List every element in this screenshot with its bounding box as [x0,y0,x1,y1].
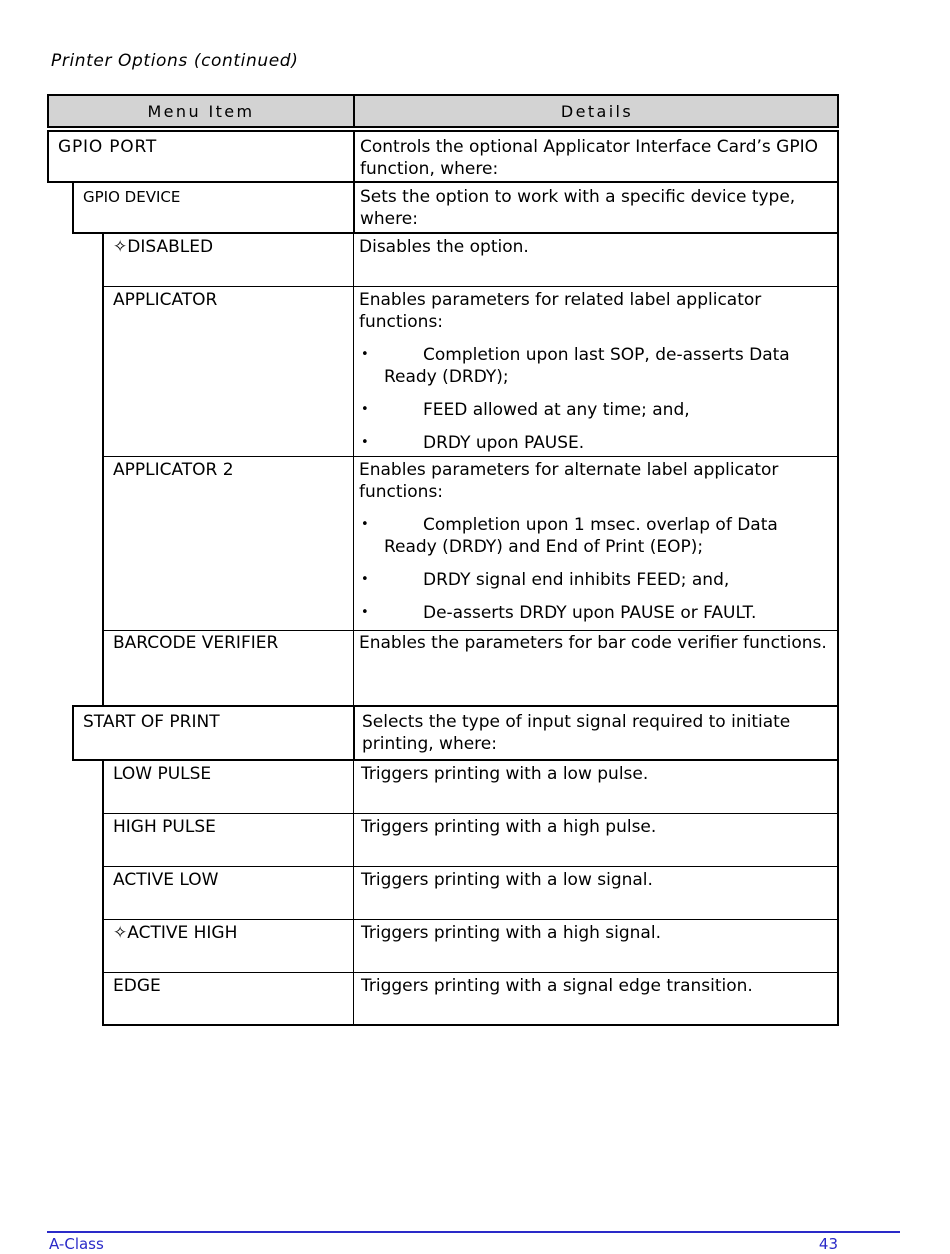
menu-item-high-pulse: HIGH PULSE [113,817,216,837]
table-row-start-of-print [72,705,839,761]
table-header [47,94,839,128]
details-applicator-text: Enables parameters for related label applicator functions: [359,290,762,332]
table-row-low-pulse [102,759,839,814]
list-item: • De-asserts DRDY upon PAUSE or FAULT. [359,602,831,624]
details-barcode-verifier: Enables the parameters for bar code verifier functions. [353,630,837,707]
details-applicator [353,286,837,456]
list-item: • DRDY signal end inhibits FEED; and, [359,569,831,591]
details-high-pulse: Triggers printing with a high pulse. [353,813,837,866]
footer-page-number: 43 [818,1235,838,1253]
table-row-barcode-verifier [102,630,839,707]
menu-item-gpio-port: GPIO PORT [58,137,158,157]
menu-item-start-of-print: START OF PRINT [83,712,220,732]
menu-item-applicator: APPLICATOR [113,290,218,310]
column-header-menu-item: Menu Item [147,102,255,121]
footer-product-name: A-Class [49,1235,104,1253]
page-heading: Printer Options (continued) [51,51,299,71]
details-start-of-print: Selects the type of input signal required to initiate printing, where: [353,707,837,759]
menu-item-low-pulse: LOW PULSE [113,764,212,784]
table-row-high-pulse [102,813,839,867]
details-low-pulse: Triggers printing with a low pulse. [353,759,837,813]
table-row-gpio-port [47,130,839,183]
menu-item-edge: EDGE [113,976,161,996]
table-row-applicator [102,286,839,457]
details-gpio-device: Sets the option to work with a specific device type, where: [353,183,837,232]
applicator-bullet-list [359,344,831,454]
menu-item-applicator-2: APPLICATOR 2 [113,460,234,480]
applicator-2-bullet-list [359,514,831,624]
table-row-active-low [102,866,839,920]
details-gpio-port: Controls the optional Applicator Interface Card’s GPIO function, where: [353,132,837,181]
menu-item-disabled: ✧DISABLED [113,237,214,257]
table-row-applicator-2 [102,456,839,631]
details-active-high: Triggers printing with a high signal. [353,919,837,972]
footer-rule [47,1231,900,1233]
column-header-details: Details [353,96,839,126]
details-edge: Triggers printing with a signal edge transition. [353,972,837,1024]
table-row-disabled [102,232,839,287]
menu-item-active-low: ACTIVE LOW [113,870,219,890]
menu-item-barcode-verifier: BARCODE VERIFIER [113,633,279,653]
details-applicator-2-text: Enables parameters for alternate label applicator functions: [359,460,779,502]
menu-item-gpio-device: GPIO DEVICE [83,188,181,206]
list-item: • FEED allowed at any time; and, [359,399,831,421]
menu-item-active-high: ✧ACTIVE HIGH [113,923,238,943]
details-active-low: Triggers printing with a low signal. [353,866,837,919]
details-disabled: Disables the option. [353,232,837,286]
list-item: • Completion upon 1 msec. overlap of Data Ready (DRDY) and End of Print (EOP); [359,514,831,558]
details-applicator-2 [353,456,837,630]
table-row-gpio-device [72,181,839,234]
table-row-edge [102,972,839,1026]
list-item: • DRDY upon PAUSE. [359,432,831,454]
table-row-active-high [102,919,839,973]
list-item: • Completion upon last SOP, de-asserts Data Ready (DRDY); [359,344,831,388]
